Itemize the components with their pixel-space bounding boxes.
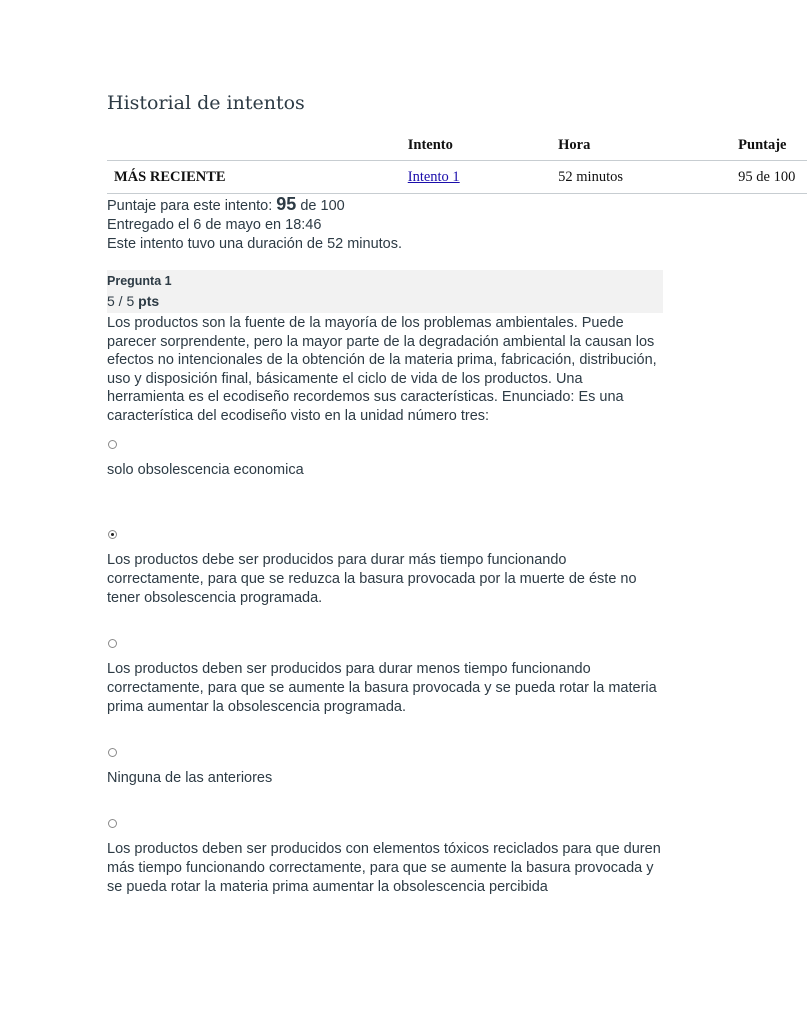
score-suffix: de 100	[300, 198, 345, 214]
attempt-time: 52 minutos	[558, 161, 738, 194]
answer-radio-5[interactable]	[108, 819, 117, 828]
attempt-link[interactable]: Intento 1	[407, 168, 460, 185]
score-value: 95	[276, 194, 297, 214]
answer-text-1: solo obsolescencia economica	[107, 462, 304, 478]
question-text: Los productos son la fuente de la mayoría de los problemas ambientales. Puede parecer sorprendente, pero la mayor parte de la degradación ambiental la causan los efectos no intencionales de la obtención de la materia prima, fabricación, distribución, uso y disposición final, básicamente el ciclo de vida de los productos. Una herramienta es el ecodiseño recordemos sus características. Enunciado: Es una característica del ecodiseño visto en la unidad número tres:	[107, 315, 657, 424]
question-header	[107, 270, 663, 313]
attempt-history-table	[107, 130, 796, 194]
answer-radio-4[interactable]	[108, 748, 117, 757]
points-unit: pts	[138, 293, 160, 309]
answer-text-5: Los productos deben ser producidos con elementos tóxicos reciclados para que duren más tiempo funcionando correctamente, para que se aumente la basura provocada y se pueda rotar la materia prima aumentar la obsolescencia percibida	[107, 841, 661, 895]
column-header-label	[107, 130, 408, 161]
column-header-score: Puntaje	[738, 130, 807, 161]
duration-line: Este intento tuvo una duración de 52 minutos.	[107, 236, 403, 252]
answer-text-2: Los productos debe ser producidos para durar más tiempo funcionando correctamente, para que se reduzca la basura provocada por la muerte de éste no tener obsolescencia programada.	[107, 552, 637, 606]
score-prefix: Puntaje para este intento:	[107, 198, 273, 214]
submitted-line: Entregado el 6 de mayo en 18:46	[107, 217, 322, 233]
answer-text-4: Ninguna de las anteriores	[107, 770, 273, 786]
points-value: 5 / 5	[107, 293, 135, 309]
answer-radio-1[interactable]	[108, 440, 117, 449]
most-recent-label: MÁS RECIENTE	[107, 161, 408, 194]
attempt-score: 95 de 100	[738, 161, 807, 194]
column-header-attempt: Intento	[408, 130, 558, 161]
table-header-row	[107, 130, 807, 161]
page-title: Historial de intentos	[107, 92, 305, 114]
attempt-summary	[107, 195, 402, 254]
column-header-time: Hora	[558, 130, 738, 161]
answer-radio-2[interactable]	[108, 530, 117, 539]
question-title: Pregunta 1	[107, 274, 172, 288]
answer-radio-3[interactable]	[108, 639, 117, 648]
question-points	[107, 293, 159, 309]
score-line	[107, 195, 402, 216]
answer-text-3: Los productos deben ser producidos para durar menos tiempo funcionando correctamente, para que se aumente la basura provocada y se pueda rotar la materia prima aumentar la obsolescencia programada.	[107, 661, 657, 715]
table-row	[107, 161, 807, 194]
